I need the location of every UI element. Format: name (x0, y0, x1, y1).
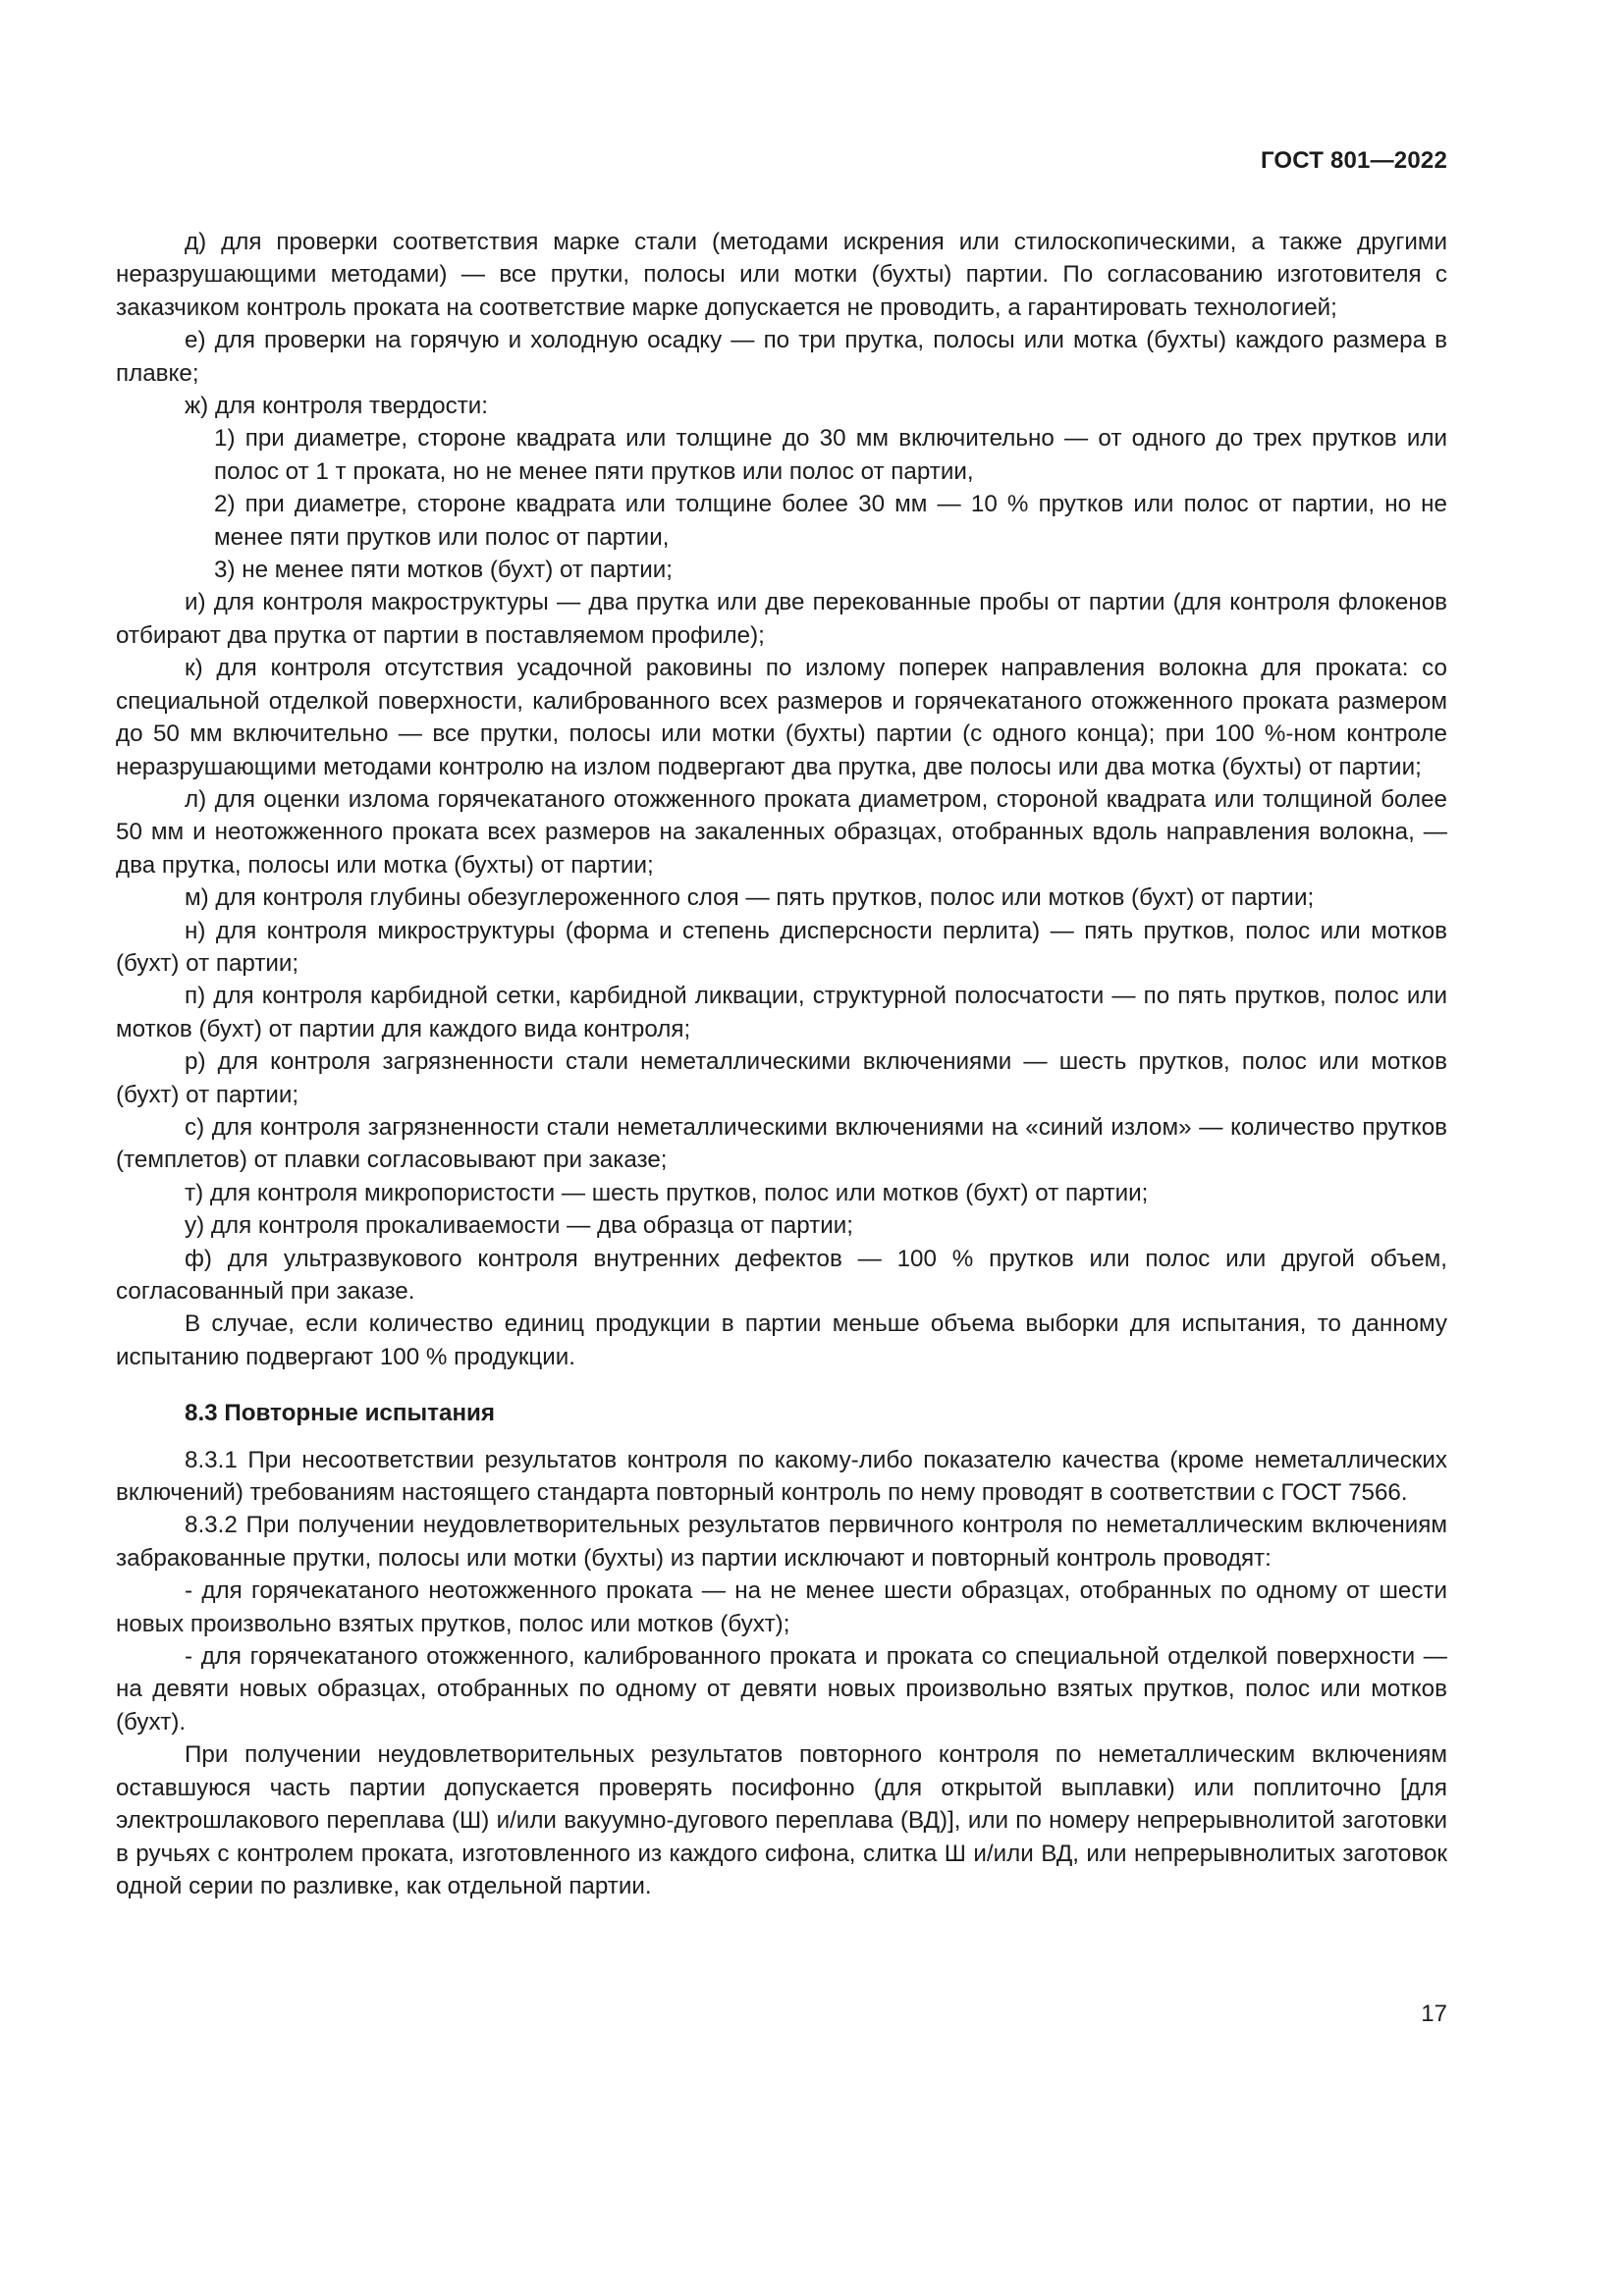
paragraph-l: л) для оценки излома горячекатаного отожженного проката диаметром, стороной квадрата или толщиной более 50 мм и неотожженного проката всех размеров на закаленных образцах, отобранных вдоль направления волокна, — два прутка, полосы или мотка (бухты) от партии; (116, 785, 1447, 879)
paragraph-r: р) для контроля загрязненности стали неметаллическими включениями — шесть прутков, полос или мотков (бухт) от партии; (116, 1048, 1447, 1108)
paragraph-p: п) для контроля карбидной сетки, карбидной ликвации, структурной полосчатости — по пять прутков, полос или мотков (бухт) от партии для каждого вида контроля; (116, 983, 1447, 1042)
paragraph-dash-2: - для горячекатаного отожженного, калиброванного проката и проката со специальной отделкой поверхности — на девяти новых образцах, отобранных по одному от девяти новых произвольно взятых прутков, полос или мотков (бухт). (116, 1643, 1447, 1735)
paragraph-e: е) для проверки на горячую и холодную осадку — по три прутка, полосы или мотка (бухты) каждого размера в плавке; (116, 327, 1447, 387)
paragraph-8-3-2: 8.3.2 При получении неудовлетворительных результатов первичного контроля по неметаллическим включениям забракованные прутки, полосы или мотки (бухты) из партии исключают и повторный контроль проводят: (116, 1512, 1447, 1572)
paragraph-zh-2: 2) при диаметре, стороне квадрата или толщине более 30 мм — 10 % прутков или полос от партии, но не менее пяти прутков или полос от партии, (214, 491, 1447, 551)
paragraph-case: В случае, если количество единиц продукции в партии меньше объема выборки для испытания, то данному испытанию подвергают 100 % продукции. (116, 1310, 1447, 1370)
paragraph-m: м) для контроля глубины обезуглероженного слоя — пять прутков, полос или мотков (бухт) от партии; (185, 884, 1315, 912)
paragraph-s: с) для контроля загрязненности стали неметаллическими включениями на «синий излом» — количество прутков (темплетов) от плавки согласовывают при заказе; (116, 1113, 1447, 1174)
paragraph-t: т) для контроля микропористости — шесть прутков, полос или мотков (бухт) от партии; (185, 1179, 1149, 1206)
standard-header: ГОСТ 801—2022 (1260, 147, 1447, 174)
paragraph-k: к) для контроля отсутствия усадочной раковины по излому поперек направления волокна для проката: со специальной отделкой поверхности, калиброванного всех размеров и горячекатаного отожженного проката размером до 50 мм включительно — все прутки, полосы или мотки (бухты) партии (с одного конца); при 100 %-ном контроле неразрушающими методами контролю на излом подвергают два прутка, две полосы или два мотка (бухты) от партии; (116, 655, 1447, 780)
page-number: 17 (1421, 2001, 1447, 2027)
paragraph-f: ф) для ультразвукового контроля внутренних дефектов — 100 % прутков или полос или другой объем, согласованный при заказе. (116, 1245, 1447, 1305)
paragraph-i: и) для контроля макроструктуры — два прутка или две перекованные пробы от партии (для контроля флокенов отбирают два прутка от партии в поставляемом профиле); (116, 589, 1447, 649)
paragraph-n: н) для контроля микроструктуры (форма и степень дисперсности перлита) — пять прутков, полос или мотков (бухт) от партии; (116, 917, 1447, 977)
paragraph-u: у) для контроля прокаливаемости — два образца от партии; (185, 1212, 853, 1240)
paragraph-final: При получении неудовлетворительных результатов повторного контроля по неметаллическим включениям оставшуюся часть партии допускается проверять посифонно (для открытой выплавки) или поплиточно [для электрошлакового переплава (Ш) и/или вакуумно-дугового переплава (ВД)], или по номеру непрерывнолитой заготовки в ручьях с контролем проката, изготовленного из каждого сифона, слитка Ш и/или ВД, или непрерывнолитых заготовок одной серии по разливке, как отдельной партии. (116, 1741, 1447, 1899)
page-content (116, 226, 1447, 1902)
paragraph-zh: ж) для контроля твердости: (185, 393, 489, 420)
section-heading-8-3: 8.3 Повторные испытания (185, 1400, 496, 1427)
paragraph-8-3-1: 8.3.1 При несоответствии результатов контроля по какому-либо показателю качества (кроме неметаллических включений) требованиям настоящего стандарта повторный контроль по нему проводят в соответствии с ГОСТ 7566. (116, 1446, 1447, 1507)
paragraph-zh-1: 1) при диаметре, стороне квадрата или толщине до 30 мм включительно — от одного до трех прутков или полос от 1 т проката, но не менее пяти прутков или полос от партии, (214, 425, 1447, 485)
paragraph-zh-3: 3) не менее пяти мотков (бухт) от партии; (214, 557, 673, 584)
paragraph-dash-1: - для горячекатаного неотожженного проката — на не менее шести образцах, отобранных по одному от шести новых произвольно взятых прутков, полос или мотков (бухт); (116, 1577, 1447, 1637)
paragraph-d: д) для проверки соответствия марке стали (методами искрения или стилоскопическими, а также другими неразрушающими методами) — все прутки, полосы или мотки (бухты) партии. По согласованию изготовителя с заказчиком контроль проката на соответствие марке допускается не проводить, а гарантировать технологией; (116, 229, 1447, 321)
